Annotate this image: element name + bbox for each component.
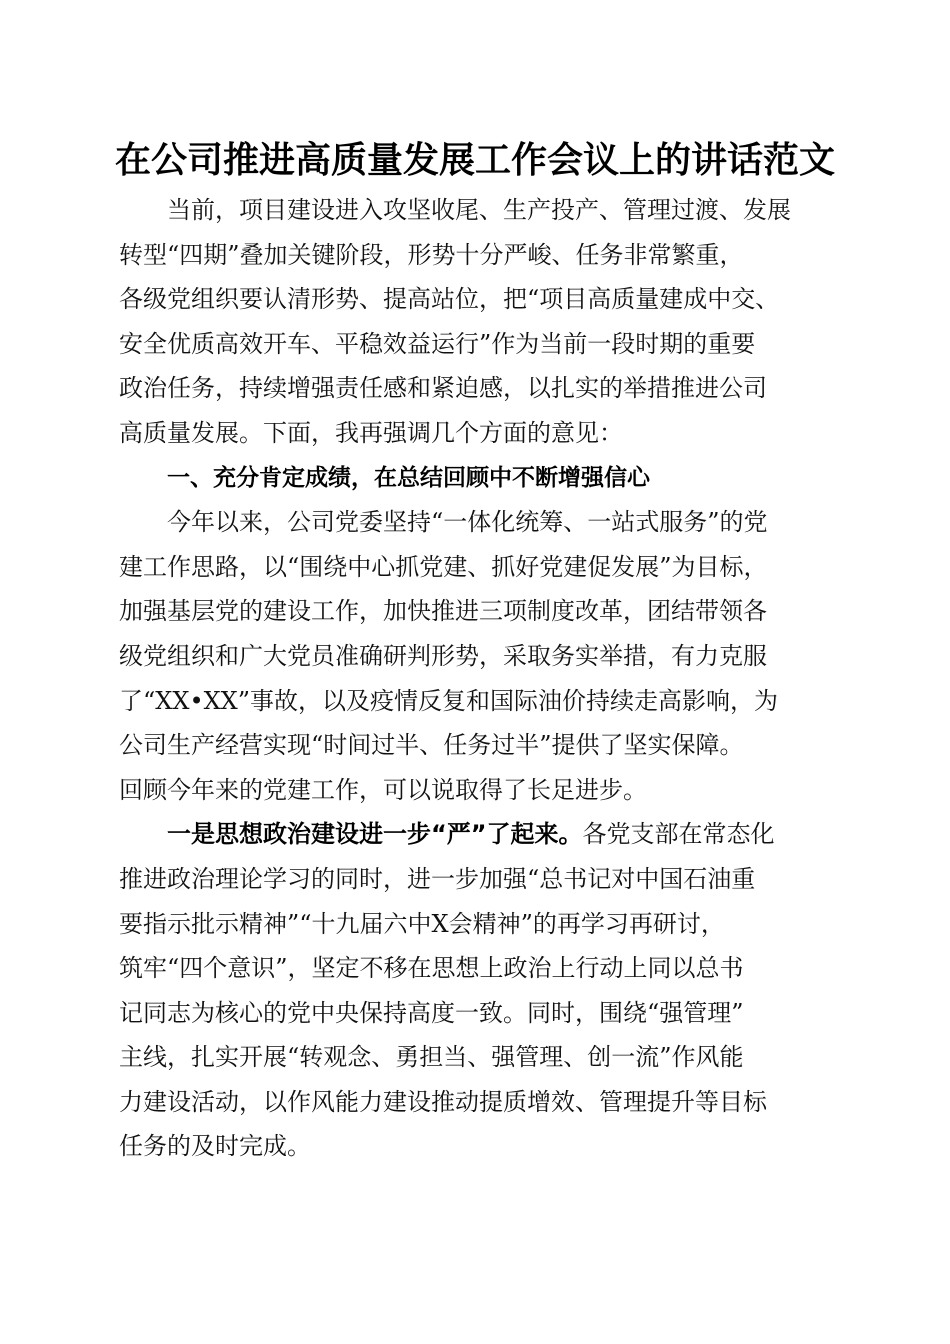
section1-line: 建工作思路，以“围绕中心抓党建、抓好党建促发展”为目标， (119, 552, 768, 581)
intro-line: 各级党组织要认清形势、提高站位，把“项目高质量建成中交、 (119, 285, 780, 314)
section1-line: 今年以来，公司党委坚持“一体化统筹、一站式服务”的党 (167, 508, 768, 537)
point1-first-rest: 各党支部在常态化 (582, 820, 775, 849)
intro-paragraph (119, 188, 831, 456)
section-heading: 一、充分肯定成绩，在总结回顾中不断增强信心 (167, 464, 650, 491)
point1-paragraph (119, 812, 831, 1169)
section1-paragraph (119, 500, 831, 812)
point1-first-line (119, 812, 831, 857)
section1-line: 回顾今年来的党建工作，可以说取得了长足进步。 (119, 775, 647, 804)
section1-line: 了“XX•XX”事故，以及疫情反复和国际油价持续走高影响，为 (119, 686, 779, 715)
section1-line: 公司生产经营实现“时间过半、任务过半”提供了坚实保障。 (119, 731, 744, 760)
section1-line: 加强基层党的建设工作，加快推进三项制度改革，团结带领各 (119, 597, 767, 626)
intro-line: 政治任务，持续增强责任感和紧迫感，以扎实的举措推进公司 (119, 374, 767, 403)
point1-line: 筑牢“四个意识”，坚定不移在思想上政治上行动上同以总书 (119, 954, 744, 983)
document-title: 在公司推进高质量发展工作会议上的讲话范文 (114, 139, 835, 181)
document-body (119, 188, 831, 1169)
intro-line: 当前，项目建设进入攻坚收尾、生产投产、管理过渡、发展 (167, 196, 791, 224)
intro-line: 安全优质高效开车、平稳效益运行”作为当前一段时期的重要 (119, 329, 756, 358)
point1-line: 任务的及时完成。 (119, 1132, 311, 1161)
intro-line: 转型“四期”叠加关键阶段，形势十分严峻、任务非常繁重， (119, 240, 744, 269)
point1-line: 主线，扎实开展“转观念、勇担当、强管理、创一流”作风能 (119, 1043, 744, 1072)
point1-line: 力建设活动，以作风能力建设推动提质增效、管理提升等目标 (119, 1087, 767, 1116)
section1-line: 级党组织和广大党员准确研判形势，采取务实举措，有力克服 (119, 641, 767, 670)
intro-line: 高质量发展。下面，我再强调几个方面的意见： (119, 418, 623, 447)
point1-line: 推进政治理论学习的同时，进一步加强“总书记对中国石油重 (119, 864, 756, 893)
point1-line: 要指示批示精神”“十九届六中X会精神”的再学习再研讨， (119, 909, 725, 938)
point1-line: 记同志为核心的党中央保持高度一致。同时，围绕“强管理” (119, 998, 744, 1027)
point1-lead: 一是思想政治建设进一步“严”了起来。 (167, 820, 583, 849)
